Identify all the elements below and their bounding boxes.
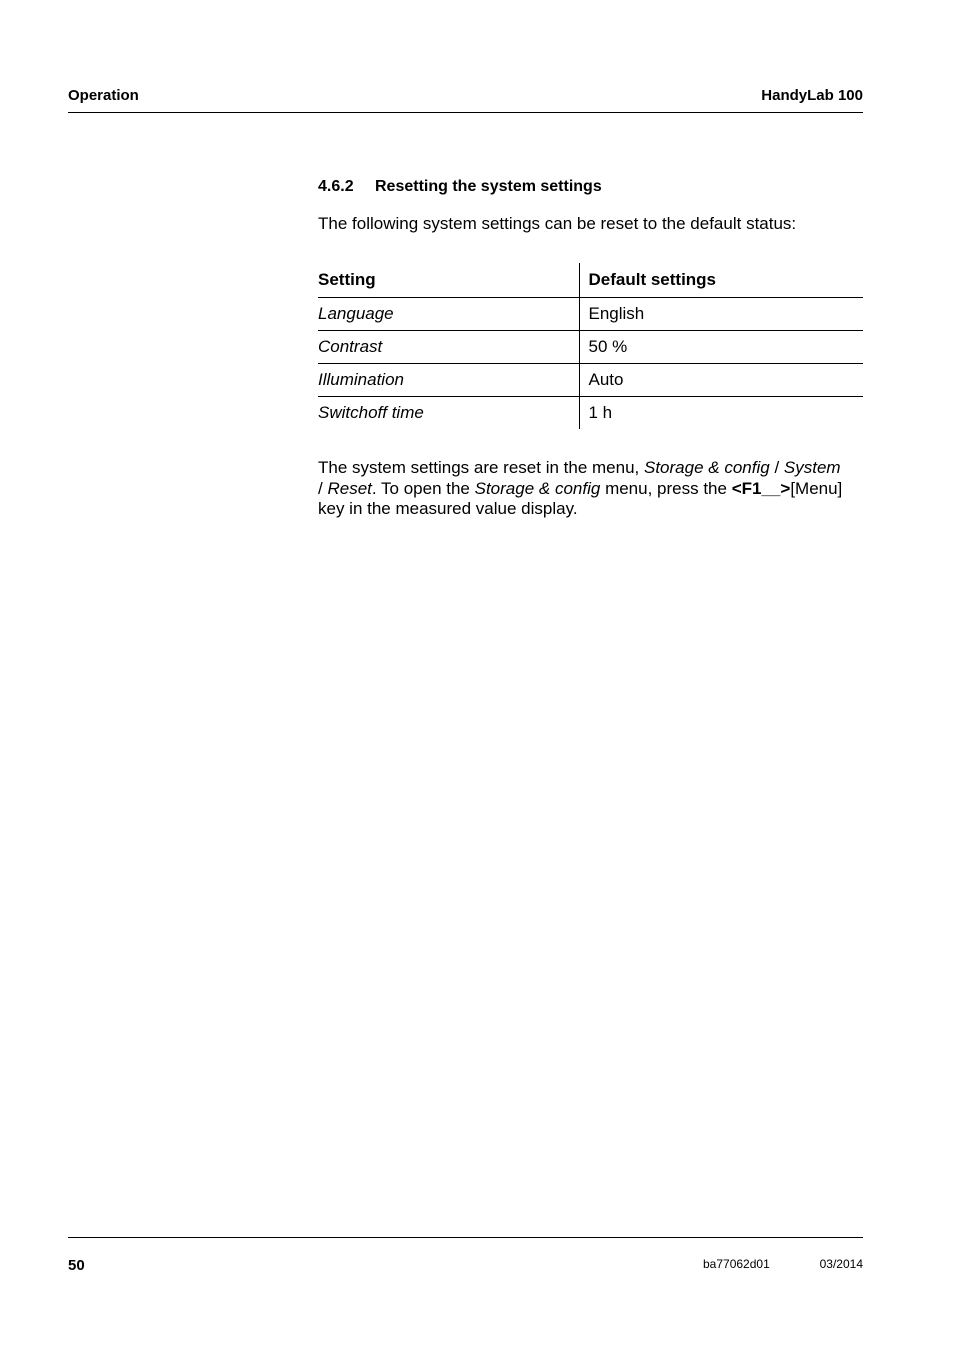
reset-instructions-paragraph (318, 458, 863, 520)
section-number: 4.6.2 (318, 178, 354, 195)
intro-text: The following system settings can be reset to the default status: (318, 214, 797, 233)
document-date: 03/2014 (819, 1257, 863, 1271)
softkey-label-menu: [Menu] (790, 478, 843, 498)
section-title: Resetting the system settings (375, 178, 602, 195)
header-divider (68, 112, 863, 113)
running-header-section: Operation (68, 87, 139, 104)
paragraph-line-3: key in the measured value display. (318, 499, 578, 518)
document-code: ba77062d01 (703, 1257, 770, 1271)
setting-cell: Switchoff time (318, 396, 579, 429)
paragraph-text: . To open the (371, 478, 470, 498)
menu-name-storage-config: Storage & config (644, 458, 770, 477)
paragraph-text: menu, press the (605, 478, 727, 498)
paragraph-line-1 (318, 458, 863, 479)
column-header-setting: Setting (318, 263, 579, 297)
paragraph-line-2 (318, 479, 863, 500)
menu-name-reset: Reset (327, 478, 372, 498)
setting-cell: Language (318, 297, 579, 330)
settings-table (318, 263, 863, 429)
table-row (318, 363, 863, 396)
page-number: 50 (68, 1257, 85, 1274)
table-row (318, 396, 863, 429)
default-cell: 50 % (579, 330, 863, 363)
section-heading (318, 178, 602, 196)
table-header-row (318, 263, 863, 297)
table-row (318, 297, 863, 330)
footer-divider (68, 1237, 863, 1238)
default-cell: 1 h (588, 402, 613, 422)
table-row (318, 330, 863, 363)
menu-separator: / (774, 458, 780, 477)
menu-name-storage-config: Storage & config (474, 478, 601, 498)
menu-separator: / (318, 478, 323, 498)
running-header-product: HandyLab 100 (761, 87, 863, 104)
default-cell: English (579, 297, 863, 330)
menu-name-system: System (783, 458, 841, 477)
key-name-f1: <F1__> (731, 478, 791, 498)
setting-cell: Contrast (318, 330, 579, 363)
default-cell: Auto (579, 363, 863, 396)
setting-cell: Illumination (318, 363, 579, 396)
paragraph-text: The system settings are reset in the menu, (318, 458, 640, 477)
column-header-default: Default settings (579, 263, 863, 297)
